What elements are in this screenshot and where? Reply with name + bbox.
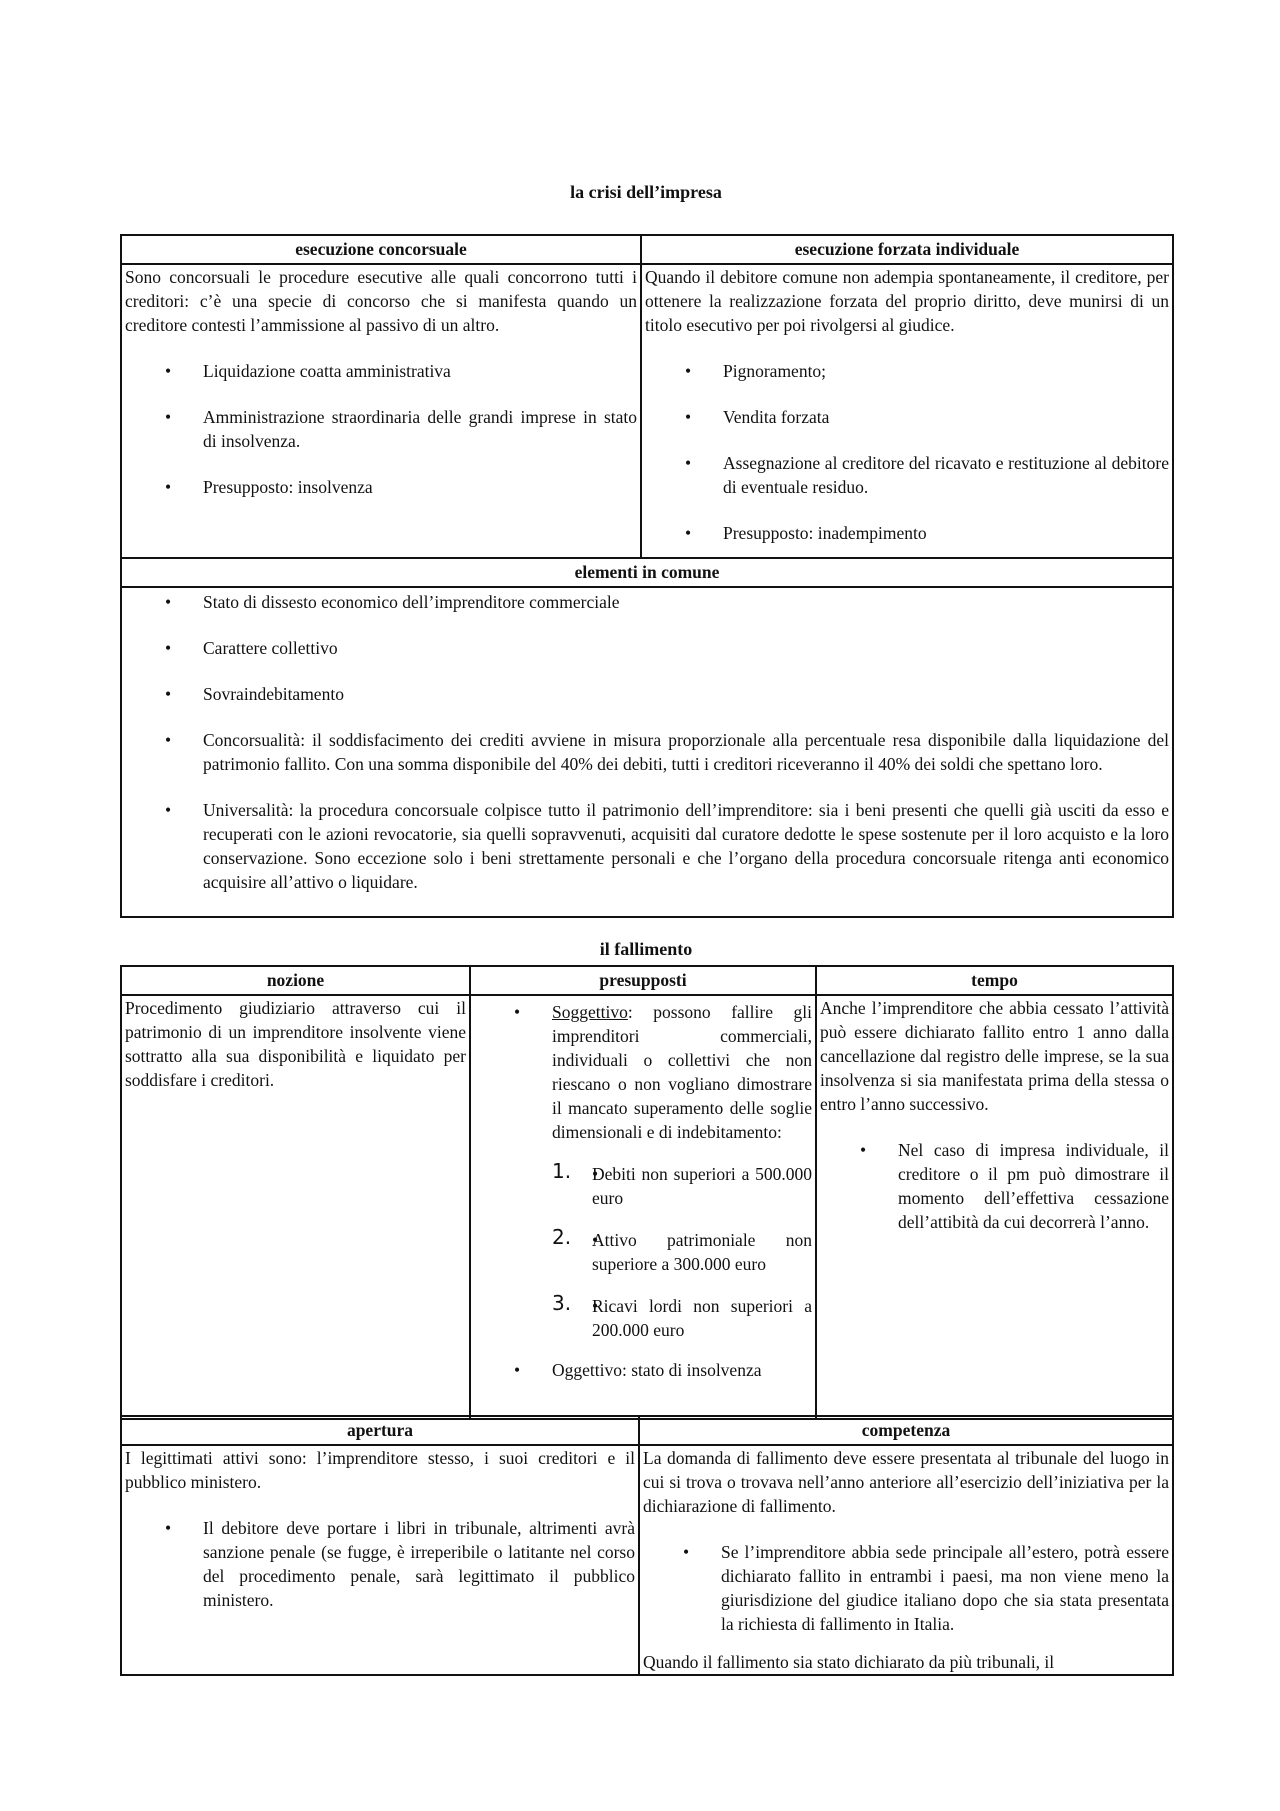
item-number: • 1. — [552, 1159, 572, 1183]
list-item: • Stato di dissesto economico dell’imprenditore commerciale — [125, 590, 1169, 614]
list-item — [552, 1291, 812, 1342]
header-tempo: tempo — [816, 966, 1173, 995]
fallimento-table — [120, 965, 1174, 1420]
list-item: • Liquidazione coatta amministrativa — [125, 359, 637, 383]
cell-competenza — [639, 1445, 1173, 1675]
cell-presupposti — [470, 995, 816, 1419]
cell-concorsuale — [121, 264, 641, 558]
presupposti-list — [474, 1000, 812, 1382]
list-item: • Presupposto: insolvenza — [125, 475, 637, 499]
list-item: • Vendita forzata — [645, 405, 1169, 429]
list-item — [552, 1159, 812, 1210]
competenza-bullets — [643, 1540, 1169, 1636]
apertura-competenza-table — [120, 1415, 1174, 1676]
individuale-bullets — [645, 359, 1169, 545]
list-item — [474, 1000, 812, 1342]
soggettivo-text: : possono fallire gli imprenditori commerciali, individuali o collettivi che non riescano o non vogliano dimostrare il mancato superamento delle soglie dimensionali e di indebitamento: — [552, 1002, 812, 1142]
cell-elementi-comune — [121, 587, 1173, 917]
nozione-text: Procedimento giudiziario attraverso cui il patrimonio di un imprenditore insolvente viene sottratto alla sua disponibilità e liquidato per soddisfare i creditori. — [125, 998, 466, 1090]
list-item: • Assegnazione al creditore del ricavato e restituzione al debitore di eventuale residuo. — [645, 451, 1169, 499]
cell-nozione — [121, 995, 470, 1419]
concorsuale-text: Sono concorsuali le procedure esecutive alle quali concorrono tutti i creditori: c’è una specie di concorso che si manifesta quando un creditore contesti l’ammissione al passivo di un altro. — [125, 267, 637, 335]
cell-individuale — [641, 264, 1173, 558]
common-bullets — [125, 590, 1169, 894]
section-title-fallimento: il fallimento — [599, 939, 693, 959]
list-item: • Il debitore deve portare i libri in tribunale, altrimenti avrà sanzione penale (se fugge, è irreperibile o latitante nel corso del procedimento penale, sarà legittimato il pubblico ministero. — [125, 1516, 635, 1612]
item-number: • 2. — [552, 1225, 572, 1249]
list-item — [552, 1225, 812, 1276]
apertura-text: I legittimati attivi sono: l’imprenditore stesso, i suoi creditori e il pubblico ministero. — [125, 1448, 635, 1492]
list-item: • Pignoramento; — [645, 359, 1169, 383]
header-nozione: nozione — [121, 966, 470, 995]
header-apertura: apertura — [121, 1416, 639, 1445]
list-item: • Oggettivo: stato di insolvenza — [474, 1358, 812, 1382]
list-item: • Concorsualità: il soddisfacimento dei crediti avviene in misura proporzionale alla percentuale resa disponibile dalla liquidazione del patrimonio fallito. Con una somma disponibile del 40% dei debiti, tutti i creditori riceveranno il 40% dei soldi che spettano loro. — [125, 728, 1169, 776]
concorsuale-bullets — [125, 359, 637, 499]
apertura-bullets — [125, 1516, 635, 1612]
list-item: • Sovraindebitamento — [125, 682, 1169, 706]
list-item: • Carattere collettivo — [125, 636, 1169, 660]
cell-tempo — [816, 995, 1173, 1419]
soglie-list — [552, 1159, 812, 1342]
cell-apertura — [121, 1445, 639, 1675]
item-text: Attivo patrimoniale non superiore a 300.000 euro — [592, 1230, 812, 1274]
competenza-text-continued: Quando il fallimento sia stato dichiarato da più tribunali, il — [643, 1652, 1055, 1672]
header-esecuzione-individuale: esecuzione forzata individuale — [641, 235, 1173, 264]
list-item: • Nel caso di impresa individuale, il creditore o il pm può dimostrare il momento dell’effettiva cessazione dell’attibità da cui decorrerà l’anno. — [820, 1138, 1169, 1234]
list-item: • Universalità: la procedura concorsuale colpisce tutto il patrimonio dell’imprenditore: sia i beni presenti che quelli già usciti da esso e recuperati con le azioni revocatorie, sia quelli sopravvenuti, acquisiti dal curatore dedotte le spese sostenute per il loro acquisto e la loro conservazione. Sono eccezione solo i beni strettamente personali e che l’organo della procedura concorsuale ritenga anti economico acquisire all’attivo o liquidare. — [125, 798, 1169, 894]
list-item: • Se l’imprenditore abbia sede principale all’estero, potrà essere dichiarato fallito in entrambi i paesi, ma non viene meno la giurisdizione del giudice italiano dopo che sia stata presentata la richiesta di fallimento in Italia. — [643, 1540, 1169, 1636]
individuale-text: Quando il debitore comune non adempia spontaneamente, il creditore, per ottenere la realizzazione forzata del proprio diritto, deve munirsi di un titolo esecutivo per poi rivolgersi al giudice. — [645, 267, 1169, 335]
list-item: • Presupposto: inadempimento — [645, 521, 1169, 545]
competenza-text: La domanda di fallimento deve essere presentata al tribunale del luogo in cui si trova o trovava nell’anno anteriore all’esercizio dell’iniziativa per la dichiarazione di fallimento. — [643, 1448, 1169, 1516]
crisi-table — [120, 234, 1174, 918]
header-elementi-comune: elementi in comune — [121, 558, 1173, 587]
header-esecuzione-concorsuale: esecuzione concorsuale — [121, 235, 641, 264]
item-text: Debiti non superiori a 500.000 euro — [592, 1164, 812, 1208]
tempo-bullets — [820, 1138, 1169, 1234]
section-title-crisi: la crisi dell’impresa — [570, 182, 722, 202]
item-number: • 3. — [552, 1291, 572, 1315]
header-presupposti: presupposti — [470, 966, 816, 995]
soggettivo-label: Soggettivo — [552, 1002, 628, 1022]
header-competenza: competenza — [639, 1416, 1173, 1445]
tempo-text: Anche l’imprenditore che abbia cessato l’attività può essere dichiarato fallito entro 1 anno dalla cancellazione dal registro delle imprese, se la sua insolvenza si sia manifestata prima della stessa o entro l’anno successivo. — [820, 998, 1169, 1114]
list-item: • Amministrazione straordinaria delle grandi imprese in stato di insolvenza. — [125, 405, 637, 453]
item-text: Ricavi lordi non superiori a 200.000 euro — [592, 1296, 812, 1340]
